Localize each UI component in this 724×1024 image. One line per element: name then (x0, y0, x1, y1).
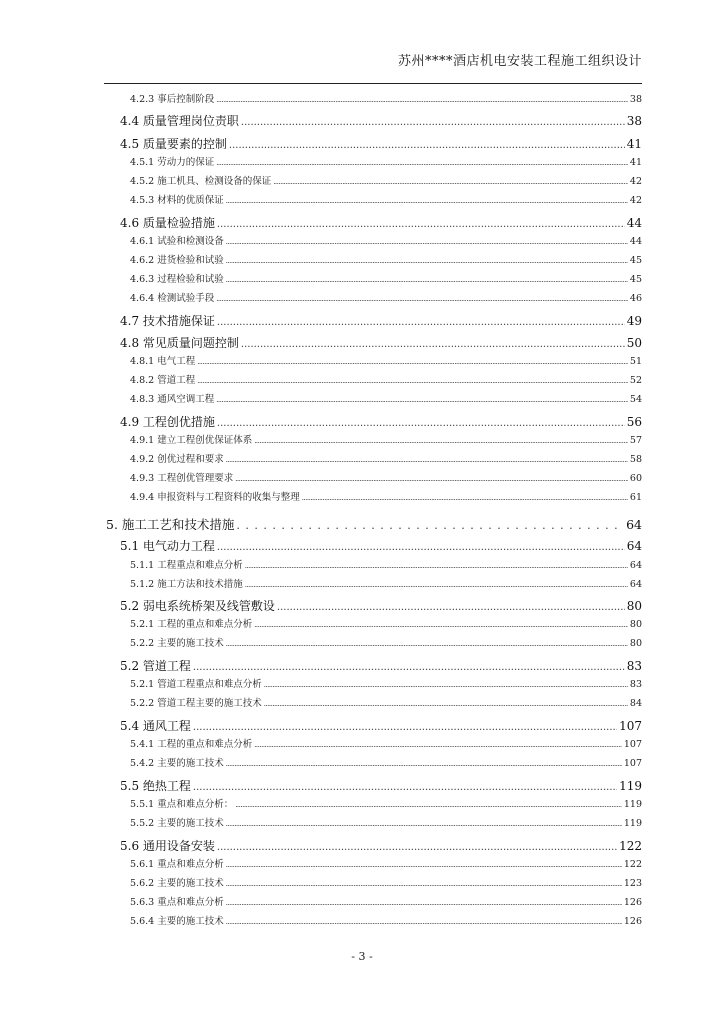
toc-entry[interactable] (104, 856, 642, 870)
toc-entry-label: 4.5.2 施工机具、检测设备的保证 (130, 176, 272, 187)
toc-entry-label: 5.6.1 重点和难点分析 (130, 859, 224, 870)
toc-leader-dots (226, 820, 622, 828)
toc-leader-dots (197, 358, 628, 366)
toc-leader-dots (264, 681, 628, 689)
toc-entry[interactable] (104, 676, 642, 690)
toc-entry-page: 80 (629, 619, 642, 630)
toc-entry[interactable] (104, 91, 642, 105)
toc-entry-page: 52 (629, 375, 642, 386)
toc-entry[interactable] (104, 135, 642, 152)
toc-leader-dots (235, 475, 628, 483)
toc-entry[interactable] (104, 695, 642, 709)
toc-entry-page: 38 (626, 114, 642, 128)
toc-entry-label: 5.1 电气动力工程 (120, 539, 215, 553)
toc-entry-page: 51 (629, 356, 642, 367)
toc-entry-label: 4.9.3 工程创优管理要求 (130, 473, 234, 484)
toc-leader-dots (216, 96, 628, 104)
toc-entry[interactable] (104, 312, 642, 329)
toc-entry[interactable] (104, 777, 642, 794)
toc-entry-page: 107 (623, 758, 642, 769)
toc-entry-page: 58 (629, 454, 642, 465)
toc-entry-page: 64 (629, 579, 642, 590)
toc-leader-dots (241, 117, 625, 128)
toc-leader-dots (226, 238, 628, 246)
toc-leader-dots (241, 339, 625, 350)
toc-leader-dots (236, 519, 624, 532)
toc-leader-dots (216, 159, 628, 167)
toc-entry-page: 46 (629, 293, 642, 304)
toc-leader-dots (226, 880, 622, 888)
toc-entry-label: 5.6.2 主要的施工技术 (130, 878, 224, 889)
toc-entry-page: 126 (623, 897, 642, 908)
toc-entry-page: 42 (629, 176, 642, 187)
toc-entry[interactable] (104, 616, 642, 630)
toc-entry-label: 5.2 管道工程 (120, 659, 191, 673)
toc-leader-dots (254, 437, 628, 445)
toc-entry-page: 122 (619, 839, 642, 853)
toc-entry[interactable] (104, 894, 642, 908)
toc-entry-page: 64 (626, 517, 642, 532)
toc-entry-page: 126 (623, 916, 642, 927)
toc-entry-label: 5.2 弱电系统桥架及线管敷设 (120, 599, 275, 613)
toc-entry[interactable] (104, 875, 642, 889)
toc-entry-label: 5.1.1 工程重点和难点分析 (130, 560, 243, 571)
toc-entry-label: 4.6.4 检测试验手段 (130, 293, 215, 304)
toc-entry-label: 5.5.1 重点和难点分析： (130, 799, 234, 810)
toc-entry[interactable] (104, 657, 642, 674)
toc-entry[interactable] (104, 271, 642, 285)
toc-entry-label: 5.2.2 主要的施工技术 (130, 638, 224, 649)
toc-leader-dots (226, 257, 628, 265)
toc-entry-label: 5.4 通风工程 (120, 719, 191, 733)
toc-entry-label: 4.5.3 材料的优质保证 (130, 195, 224, 206)
toc-entry[interactable] (104, 252, 642, 266)
toc-leader-dots (264, 700, 628, 708)
toc-entry-page: 41 (626, 137, 642, 151)
toc-leader-dots (217, 542, 625, 553)
toc-leader-dots (226, 640, 628, 648)
toc-leader-dots (216, 295, 628, 303)
toc-entry-page: 107 (619, 719, 642, 733)
toc-entry[interactable] (104, 913, 642, 927)
toc-entry-label: 5. 施工工艺和技术措施 (106, 517, 235, 532)
toc-entry-page: 60 (629, 473, 642, 484)
toc-entry-page: 80 (629, 638, 642, 649)
toc-entry[interactable] (104, 391, 642, 405)
toc-entry[interactable] (104, 334, 642, 351)
toc-entry-page: 84 (629, 698, 642, 709)
toc-entry[interactable] (104, 432, 642, 446)
toc-entry-page: 49 (626, 314, 642, 328)
toc-entry-label: 4.6.2 进货检验和试验 (130, 255, 224, 266)
toc-leader-dots (217, 317, 625, 328)
toc-entry-label: 4.7 技术措施保证 (120, 314, 215, 328)
toc-entry-page: 45 (629, 274, 642, 285)
toc-entry[interactable] (104, 290, 642, 304)
toc-entry-label: 5.1.2 施工方法和技术措施 (130, 579, 243, 590)
toc-entry[interactable] (104, 717, 642, 734)
toc-entry-label: 4.6.1 试验和检测设备 (130, 236, 224, 247)
toc-leader-dots (216, 396, 628, 404)
toc-entry[interactable] (104, 470, 642, 484)
toc-entry-page: 45 (629, 255, 642, 266)
toc-entry-page: 119 (623, 799, 642, 810)
toc-leader-dots (226, 899, 622, 907)
toc-entry-page: 54 (629, 394, 642, 405)
toc-leader-dots (302, 494, 628, 502)
toc-leader-dots (226, 276, 628, 284)
toc-entry-label: 4.8 常见质量问题控制 (120, 336, 239, 350)
toc-entry[interactable] (104, 214, 642, 231)
toc-entry[interactable] (104, 736, 642, 750)
toc-entry-label: 4.2.3 事后控制阶段 (130, 94, 215, 105)
toc-entry-page: 50 (626, 336, 642, 350)
toc-entry[interactable] (104, 451, 642, 465)
toc-entry[interactable] (104, 173, 642, 187)
toc-entry-label: 5.2.2 管道工程主要的施工技术 (130, 698, 262, 709)
toc-entry[interactable] (104, 796, 642, 810)
toc-entry-label: 4.8.2 管道工程 (130, 375, 196, 386)
toc-entry-page: 123 (623, 878, 642, 889)
toc-entry[interactable] (104, 112, 642, 129)
toc-entry-page: 57 (629, 435, 642, 446)
toc-entry-label: 4.9.4 申报资料与工程资料的收集与整理 (130, 492, 300, 503)
toc-entry-label: 4.9.2 创优过程和要求 (130, 454, 224, 465)
toc-entry-label: 5.5.2 主要的施工技术 (130, 818, 224, 829)
toc-leader-dots (226, 197, 628, 205)
toc-leader-dots (226, 918, 622, 926)
toc-entry-page: 44 (626, 216, 642, 230)
toc-entry[interactable] (104, 353, 642, 367)
toc-entry[interactable] (104, 489, 642, 503)
toc-leader-dots (235, 801, 622, 809)
toc-leader-dots (245, 581, 628, 589)
toc-entry[interactable] (104, 815, 642, 829)
toc-entry-page: 83 (626, 659, 642, 673)
toc-entry-page: 83 (629, 679, 642, 690)
toc-entry[interactable] (104, 557, 642, 571)
toc-leader-dots (254, 741, 622, 749)
toc-leader-dots (226, 760, 622, 768)
toc-leader-dots (193, 722, 617, 733)
toc-entry-label: 4.9.1 建立工程创优保证体系 (130, 435, 253, 446)
toc-entry[interactable] (104, 755, 642, 769)
toc-entry-label: 4.8.1 电气工程 (130, 356, 196, 367)
toc-leader-dots (226, 456, 628, 464)
toc-entry-page: 122 (623, 859, 642, 870)
toc-entry-page: 61 (629, 492, 642, 503)
toc-entry[interactable] (104, 537, 642, 554)
toc-entry-label: 5.6.4 主要的施工技术 (130, 916, 224, 927)
toc-entry-page: 38 (629, 94, 642, 105)
toc-entry-label: 5.6.3 重点和难点分析 (130, 897, 224, 908)
toc-leader-dots (226, 861, 622, 869)
toc-entry[interactable] (104, 837, 642, 854)
toc-entry-page: 41 (629, 157, 642, 168)
toc-entry-page: 42 (629, 195, 642, 206)
toc-entry-label: 4.9 工程创优措施 (120, 415, 215, 429)
toc-entry[interactable] (104, 576, 642, 590)
toc-entry-page: 56 (626, 415, 642, 429)
page-number: - 3 - (351, 950, 373, 963)
toc-entry-page: 80 (626, 599, 642, 613)
toc-entry[interactable] (104, 597, 642, 614)
toc-entry-label: 4.5 质量要素的控制 (120, 137, 227, 151)
toc-entry-page: 44 (629, 236, 642, 247)
toc-entry[interactable] (104, 635, 642, 649)
toc-entry-label: 5.4.1 工程的重点和难点分析 (130, 739, 253, 750)
toc-entry-page: 107 (623, 739, 642, 750)
toc-leader-dots (217, 219, 625, 230)
toc-entry[interactable] (104, 515, 642, 533)
toc-entry[interactable] (104, 192, 642, 206)
toc-leader-dots (193, 782, 617, 793)
toc-entry[interactable] (104, 154, 642, 168)
toc-leader-dots (277, 602, 625, 613)
toc-entry-label: 4.5.1 劳动力的保证 (130, 157, 215, 168)
header-divider (104, 83, 642, 84)
toc-entry-label: 4.6 质量检验措施 (120, 216, 215, 230)
toc-leader-dots (273, 178, 628, 186)
toc-entry-label: 4.6.3 过程检验和试验 (130, 274, 224, 285)
toc-entry-page: 119 (619, 779, 642, 793)
document-header-title: 苏州****酒店机电安装工程施工组织设计 (397, 54, 642, 69)
toc-entry-page: 119 (623, 818, 642, 829)
toc-leader-dots (229, 140, 625, 151)
toc-entry[interactable] (104, 413, 642, 430)
toc-entry-label: 4.8.3 通风空调工程 (130, 394, 215, 405)
toc-entry-page: 64 (626, 539, 642, 553)
toc-entry[interactable] (104, 233, 642, 247)
toc-leader-dots (193, 662, 625, 673)
toc-leader-dots (245, 562, 628, 570)
toc-entry-label: 5.5 绝热工程 (120, 779, 191, 793)
toc-entry-page: 64 (629, 560, 642, 571)
toc-entry-label: 5.2.1 管道工程重点和难点分析 (130, 679, 262, 690)
toc-leader-dots (254, 621, 628, 629)
toc-leader-dots (217, 842, 617, 853)
toc-entry-label: 5.4.2 主要的施工技术 (130, 758, 224, 769)
toc-leader-dots (197, 377, 628, 385)
toc-entry-label: 5.6 通用设备安装 (120, 839, 215, 853)
toc-entry[interactable] (104, 372, 642, 386)
toc-leader-dots (217, 418, 625, 429)
toc-entry-label: 4.4 质量管理岗位责职 (120, 114, 239, 128)
toc-entry-label: 5.2.1 工程的重点和难点分析 (130, 619, 253, 630)
